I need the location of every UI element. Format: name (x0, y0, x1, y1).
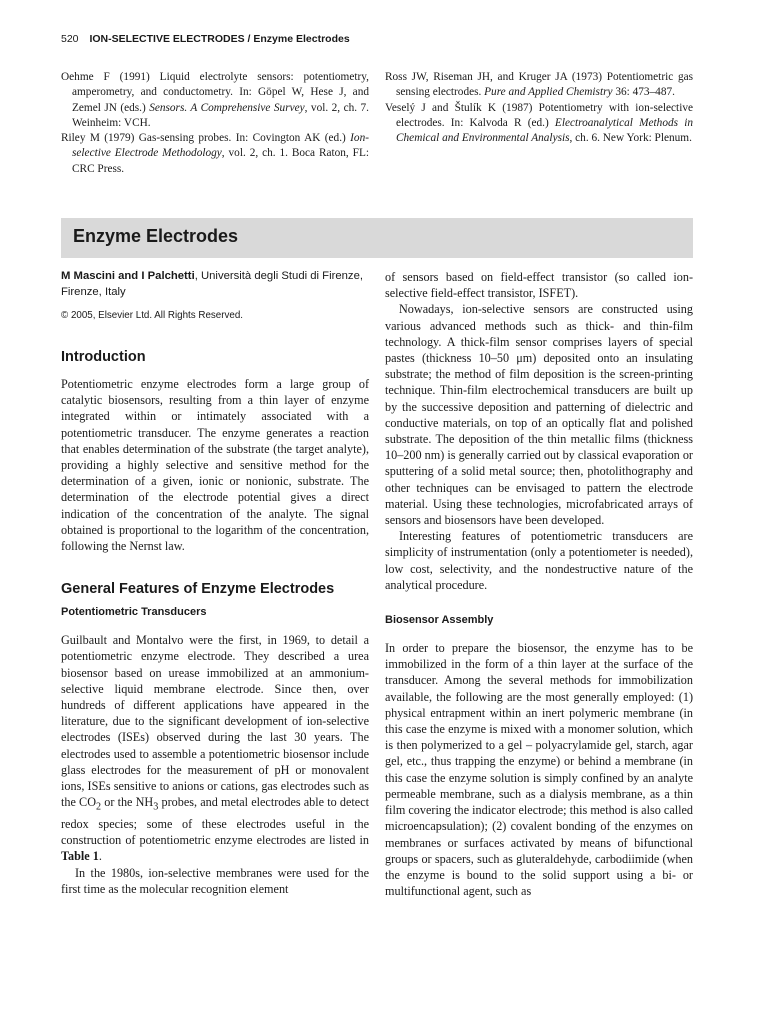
reference-entry: Veselý J and Štulík K (1987) Potentiometry with ion-selective electrodes. In: Kalvoda R (ed.) Electroanalytical Methods in Chemical and Environmental Analysis, ch. 6. New York: Plenum. (385, 101, 693, 145)
general-paragraph-1: Guilbault and Montalvo were the first, in 1969, to detail a potentiometric enzyme electrode. They described a urea biosensor based on urease immobilized at an ammonium-selective liquid membrane electrode. Since then, over hundreds of different applications have appeared in the literature, due to the significant development of ion-selective electrodes (ISEs) observed during the last 30 years. The electrodes used to assemble a potentiometric biosensor include glass electrodes for the measurement of pH or monovalent ions, ISEs sensitive to anions or cations, gas electrodes such as the $CO_2$ or the $NH_3$ probes, and metal electrodes able to detect redox species; some of these electrodes useful in the construction of potentiometric enzyme electrodes are listed in Table 1. (61, 633, 369, 864)
right-paragraph-4: In order to prepare the biosensor, the enzyme has to be immobilized in the form of a thin layer at the surface of the transducer. Among the several methods for immobilization available, the following are the most generally employed: (1) physical entrapment within an inert polymeric membrane (in this case the enzyme is mixed with a monomer solution, which is then polymerized to a gel – polyacrylamide gel, starch, agar gel, etc., thus trapping the enzyme) or behind a membrane (in this case the enzyme solution is simply confined by an analyte permeable membrane, such as a dialysis membrane, as a thin film covering the indicator electrode; this method is also called microencapsulation); (2) covalent bonding of the enzymes on membranes or surfaces activated by means of bifunctional groups or spacers, such as gluteraldehyde, carbodiimide (when the enzyme is bound to the solid support using a bi- or multifunctional agent, such as (385, 641, 693, 899)
general-paragraph-2: In the 1980s, ion-selective membranes were used for the first time as the molecular recognition element (61, 865, 369, 896)
table-reference: Table 1 (61, 849, 99, 864)
right-paragraph-2: Nowadays, ion-selective sensors are constructed using various advanced methods such as thick- and thin-film technology. A thick-film sensor comprises layers of special pastes (thickness 10–50 μm) deposited onto an insulating substrate; the method of film deposition is the screen-printing technique. Thin-film electrochemical transducers are built up by the successive deposition and patterning of dielectric and conductive materials, on top of an optically flat and polished substrate. The deposition of the thin metallic films (thickness 10–200 nm) is generally carried out by classical evaporation or sputtering of a solid metal source; then, photolithography and other techniques can be envisaged to pattern the electrode material. Using these technologies, microfabricated arrays of sensors and biosensors have been developed. (385, 302, 693, 528)
article-title: Enzyme Electrodes (73, 226, 239, 246)
left-column (61, 269, 369, 897)
right-paragraph-3: Interesting features of potentiometric transducers are simplicity of instrumentation (only a potentiometer is needed), low cost, selectivity, and the nondestructive nature of the analytical procedure. (385, 529, 693, 592)
introduction-heading: Introduction (61, 349, 146, 365)
running-header (61, 33, 350, 45)
references-right-column (385, 70, 693, 146)
general-features-heading: General Features of Enzyme Electrodes (61, 581, 335, 598)
reference-entry: Ross JW, Riseman JH, and Kruger JA (1973) Potentiometric gas sensing electrodes. Pure and Applied Chemistry 36: 473–487. (385, 71, 693, 99)
copyright: © 2005, Elsevier Ltd. All Rights Reserved. (61, 310, 244, 321)
affiliation: , Università degli Studi di Firenze, Firenze, Italy (61, 270, 363, 298)
authors: M Mascini and I Palchetti (61, 270, 195, 282)
introduction-paragraph: Potentiometric enzyme electrodes form a large group of catalytic biosensors, resulting from a thin layer of enzyme integrated within or intimately associated with a potentiometric transducer. The enzyme generates a reaction that enables determination of the substrate (the target analyte), providing a highly selective and sensitive method for the determination of a given, ionic or nonionic, substrate. The determination of the electrode potential gives a direct indication of the concentration of the analyte. The signal obtained is proportional to the logarithm of the concentration, following the Nernst law. (61, 377, 369, 554)
reference-entry: Riley M (1979) Gas-sensing probes. In: Covington AK (ed.) Ion-selective Electrode Methodology, vol. 2, ch. 1. Boca Raton, FL: CRC Press. (61, 132, 369, 175)
page-number: 520 (61, 33, 79, 45)
article-title-band (61, 218, 693, 258)
potentiometric-transducers-heading: Potentiometric Transducers (61, 606, 207, 619)
running-title: ION-SELECTIVE ELECTRODES / Enzyme Electrodes (89, 33, 350, 45)
right-paragraph-1: of sensors based on field-effect transistor (so called ion-selective field-effect transistor, ISFET). (385, 270, 693, 301)
reference-entry: Oehme F (1991) Liquid electrolyte sensors: potentiometry, amperometry, and conductometry. In: Göpel W, Hese J, and Zemel JN (eds.) Sensors. A Comprehensive Survey, vol. 2, ch. 7. Weinheim: VCH. (61, 71, 369, 129)
references-left-column (61, 70, 369, 177)
biosensor-assembly-heading: Biosensor Assembly (385, 614, 494, 627)
right-column (385, 269, 693, 899)
author-line (61, 269, 369, 300)
